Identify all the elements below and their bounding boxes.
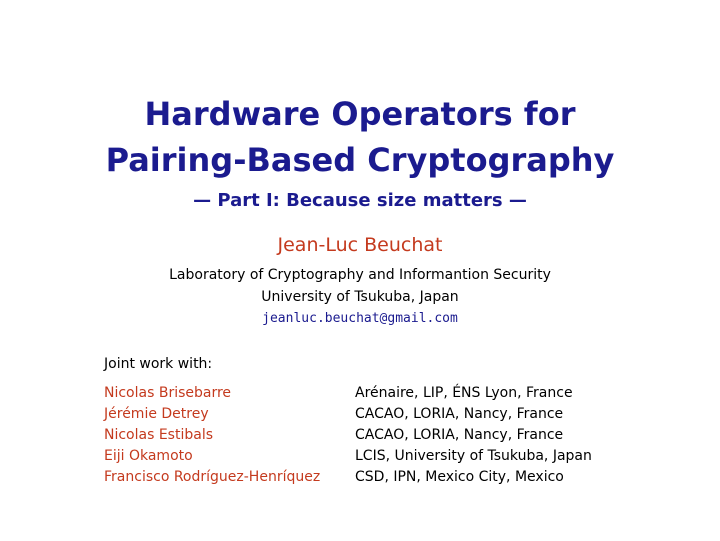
subtitle: — Part I: Because size matters —	[193, 190, 527, 211]
coauthor-row	[104, 383, 664, 404]
coauthor-affiliation: CSD, IPN, Mexico City, Mexico	[355, 469, 564, 485]
title-line-1: Hardware Operators for	[144, 95, 576, 133]
coauthor-affiliation: CACAO, LORIA, Nancy, France	[355, 406, 564, 422]
affiliation-line-1: Laboratory of Cryptography and Informantion Security	[169, 267, 551, 283]
coauthor-list	[104, 383, 664, 488]
title-line-2: Pairing-Based Cryptography	[105, 141, 615, 179]
affiliation-line-2: University of Tsukuba, Japan	[261, 289, 459, 305]
coauthor-row	[104, 425, 664, 446]
coauthor-name: Nicolas Brisebarre	[104, 385, 232, 401]
coauthor-affiliation: Arénaire, LIP, ÉNS Lyon, France	[355, 385, 573, 401]
joint-work-label: Joint work with:	[104, 356, 213, 372]
coauthor-row	[104, 467, 664, 488]
author-email: jeanluc.beuchat@gmail.com	[262, 311, 458, 326]
coauthor-name: Eiji Okamoto	[104, 448, 193, 464]
coauthor-name: Francisco Rodríguez-Henríquez	[104, 469, 321, 485]
coauthor-name: Nicolas Estibals	[104, 427, 214, 443]
coauthor-row	[104, 404, 664, 425]
coauthor-name: Jérémie Detrey	[104, 406, 209, 422]
coauthor-affiliation: CACAO, LORIA, Nancy, France	[355, 427, 564, 443]
author-name: Jean-Luc Beuchat	[277, 234, 443, 256]
coauthor-row	[104, 446, 664, 467]
coauthor-affiliation: LCIS, University of Tsukuba, Japan	[355, 448, 592, 464]
